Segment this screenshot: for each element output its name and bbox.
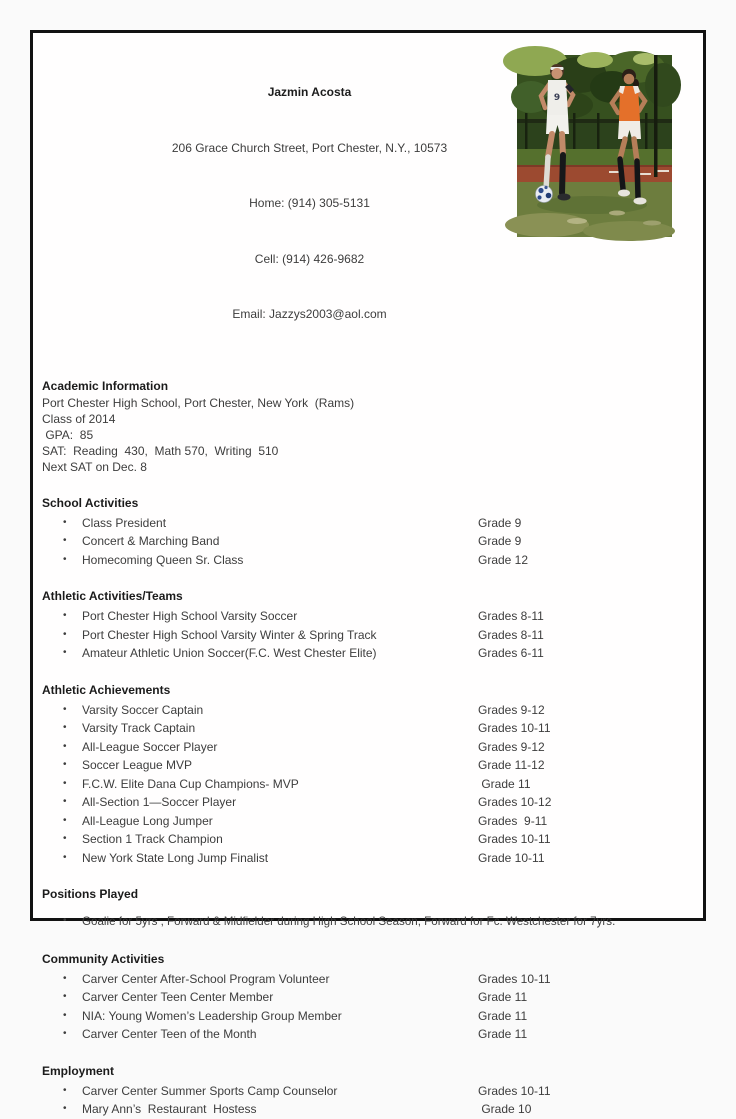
academic-line: Next SAT on Dec. 8 bbox=[42, 460, 147, 475]
item-grade: Grades 6-11 bbox=[478, 646, 544, 661]
list-item bbox=[42, 532, 694, 551]
item-label: Goalie for 5yrs , Forward & Midfielder during High School Season, Forward for Fc. Westchester for 7yrs. bbox=[82, 915, 616, 929]
item-grade: Grades 9-12 bbox=[478, 739, 545, 754]
bullet-icon: • bbox=[63, 535, 67, 547]
item-label: F.C.W. Elite Dana Cup Champions- MVP bbox=[82, 776, 299, 791]
resume-content bbox=[33, 33, 703, 1119]
list-item bbox=[42, 1025, 694, 1044]
bullet-icon: • bbox=[63, 703, 67, 715]
bullet-icon: • bbox=[63, 628, 67, 640]
list-item bbox=[42, 912, 694, 932]
bullet-icon: • bbox=[63, 553, 67, 565]
academic-line: Class of 2014 bbox=[42, 411, 116, 426]
bullet-icon: • bbox=[63, 722, 67, 734]
academic-lines bbox=[42, 395, 694, 476]
item-label: Class President bbox=[82, 515, 167, 530]
svg-text:9: 9 bbox=[553, 93, 561, 103]
item-label: Carver Center Teen Center Member bbox=[82, 990, 274, 1005]
list-item bbox=[42, 1082, 694, 1101]
list-item bbox=[42, 775, 694, 794]
item-label: Carver Center After-School Program Volunteer bbox=[82, 971, 330, 986]
item-label: Carver Center Summer Sports Camp Counselor bbox=[82, 1083, 338, 1098]
list-item bbox=[42, 970, 694, 989]
item-grade: Grade 11 bbox=[478, 776, 531, 791]
bullet-icon: • bbox=[63, 1009, 67, 1021]
item-grade: Grades 10-11 bbox=[478, 971, 551, 986]
item-label: Amateur Athletic Union Soccer(F.C. West Chester Elite) bbox=[82, 646, 377, 661]
bullet-icon: • bbox=[63, 851, 67, 863]
section-title: School Activities bbox=[42, 495, 139, 510]
item-grade: Grade 11 bbox=[478, 1008, 528, 1023]
item-grade: Grade 10 bbox=[478, 1102, 532, 1117]
resume-section bbox=[42, 682, 694, 868]
item-label: Soccer League MVP bbox=[82, 758, 193, 773]
list-item bbox=[42, 1007, 694, 1026]
bullet-icon: • bbox=[63, 915, 67, 927]
section-rows bbox=[42, 514, 694, 570]
resume-section bbox=[42, 495, 694, 570]
item-label: Mary Ann’s Restaurant Hostess bbox=[82, 1102, 257, 1117]
item-label: Carver Center Teen of the Month bbox=[82, 1027, 257, 1042]
candidate-name: Jazmin Acosta bbox=[267, 85, 352, 99]
list-item bbox=[42, 849, 694, 868]
item-grade: Grade 11 bbox=[478, 1027, 528, 1042]
item-grade: Grade 11 bbox=[478, 990, 528, 1005]
item-label: All-League Soccer Player bbox=[82, 739, 218, 754]
item-label: Section 1 Track Champion bbox=[82, 832, 223, 847]
item-label: Port Chester High School Varsity Soccer bbox=[82, 609, 298, 624]
academic-title: Academic Information bbox=[42, 378, 169, 393]
item-grade: Grades 8-11 bbox=[478, 609, 544, 624]
item-grade: Grades 10-11 bbox=[478, 721, 551, 736]
list-item bbox=[42, 830, 694, 849]
section-rows bbox=[42, 607, 694, 663]
item-label: Varsity Track Captain bbox=[82, 721, 196, 736]
list-item bbox=[42, 607, 694, 626]
contact-header bbox=[42, 46, 577, 361]
academic-section bbox=[42, 378, 694, 476]
item-label: Concert & Marching Band bbox=[82, 534, 220, 549]
resume-section bbox=[42, 886, 694, 932]
bullet-icon: • bbox=[63, 796, 67, 808]
list-item bbox=[42, 551, 694, 570]
cell-phone: Cell: (914) 426-9682 bbox=[254, 251, 365, 266]
bullet-icon: • bbox=[63, 833, 67, 845]
bullet-icon: • bbox=[63, 972, 67, 984]
list-item bbox=[42, 719, 694, 738]
academic-line: Port Chester High School, Port Chester, New York (Rams) bbox=[42, 395, 355, 410]
item-grade: Grades 10-11 bbox=[478, 1083, 551, 1098]
academic-line: GPA: 85 bbox=[42, 427, 94, 442]
bullet-icon: • bbox=[63, 814, 67, 826]
list-item bbox=[42, 626, 694, 645]
bullet-icon: • bbox=[63, 991, 67, 1003]
list-item bbox=[42, 738, 694, 757]
resume-section bbox=[42, 588, 694, 663]
item-grade: Grades 9-12 bbox=[478, 702, 545, 717]
item-grade: Grades 9-11 bbox=[478, 813, 548, 828]
section-title: Positions Played bbox=[42, 887, 139, 902]
bullet-icon: • bbox=[63, 610, 67, 622]
item-label: Varsity Soccer Captain bbox=[82, 702, 204, 717]
bullet-icon: • bbox=[63, 1084, 67, 1096]
email-line: Email: Jazzys2003@aol.com bbox=[232, 307, 387, 321]
list-item bbox=[42, 793, 694, 812]
item-label: Port Chester High School Varsity Winter & Spring Track bbox=[82, 627, 377, 642]
bullet-icon: • bbox=[63, 777, 67, 789]
section-rows bbox=[42, 912, 694, 932]
item-label: New York State Long Jump Finalist bbox=[82, 850, 269, 865]
academic-line: SAT: Reading 430, Math 570, Writing 510 bbox=[42, 444, 279, 459]
list-item bbox=[42, 514, 694, 533]
item-label: NIA: Young Women’s Leadership Group Member bbox=[82, 1008, 342, 1023]
item-grade: Grades 8-11 bbox=[478, 627, 544, 642]
section-title: Athletic Achievements bbox=[42, 682, 171, 697]
bullet-icon: • bbox=[63, 1103, 67, 1115]
list-item bbox=[42, 1100, 694, 1119]
item-label: All-Section 1—Soccer Player bbox=[82, 795, 237, 810]
section-rows bbox=[42, 970, 694, 1044]
section-rows bbox=[42, 701, 694, 868]
bullet-icon: • bbox=[63, 1028, 67, 1040]
item-grade: Grade 9 bbox=[478, 515, 522, 530]
address-line: 206 Grace Church Street, Port Chester, N.Y., 10573 bbox=[171, 140, 448, 155]
section-title: Athletic Activities/Teams bbox=[42, 589, 183, 604]
bullet-icon: • bbox=[63, 740, 67, 752]
section-rows bbox=[42, 1082, 694, 1119]
item-grade: Grade 11-12 bbox=[478, 758, 545, 773]
resume-page bbox=[30, 30, 706, 1117]
item-label: Homecoming Queen Sr. Class bbox=[82, 552, 244, 567]
bullet-icon: • bbox=[63, 516, 67, 528]
bullet-icon: • bbox=[63, 647, 67, 659]
item-grade: Grade 9 bbox=[478, 534, 522, 549]
sections-host bbox=[42, 495, 694, 1119]
list-item bbox=[42, 644, 694, 663]
list-item bbox=[42, 701, 694, 720]
item-grade: Grade 10-11 bbox=[478, 850, 545, 865]
resume-section bbox=[42, 1063, 694, 1119]
item-grade: Grades 10-12 bbox=[478, 795, 552, 810]
item-grade: Grade 12 bbox=[478, 552, 529, 567]
item-grade: Grades 10-11 bbox=[478, 832, 551, 847]
resume-section bbox=[42, 951, 694, 1044]
list-item bbox=[42, 756, 694, 775]
bullet-icon: • bbox=[63, 759, 67, 771]
item-label: All-League Long Jumper bbox=[82, 813, 213, 828]
list-item bbox=[42, 812, 694, 831]
section-title: Employment bbox=[42, 1063, 115, 1078]
section-title: Community Activities bbox=[42, 951, 165, 966]
home-phone: Home: (914) 305-5131 bbox=[249, 196, 370, 210]
list-item bbox=[42, 988, 694, 1007]
